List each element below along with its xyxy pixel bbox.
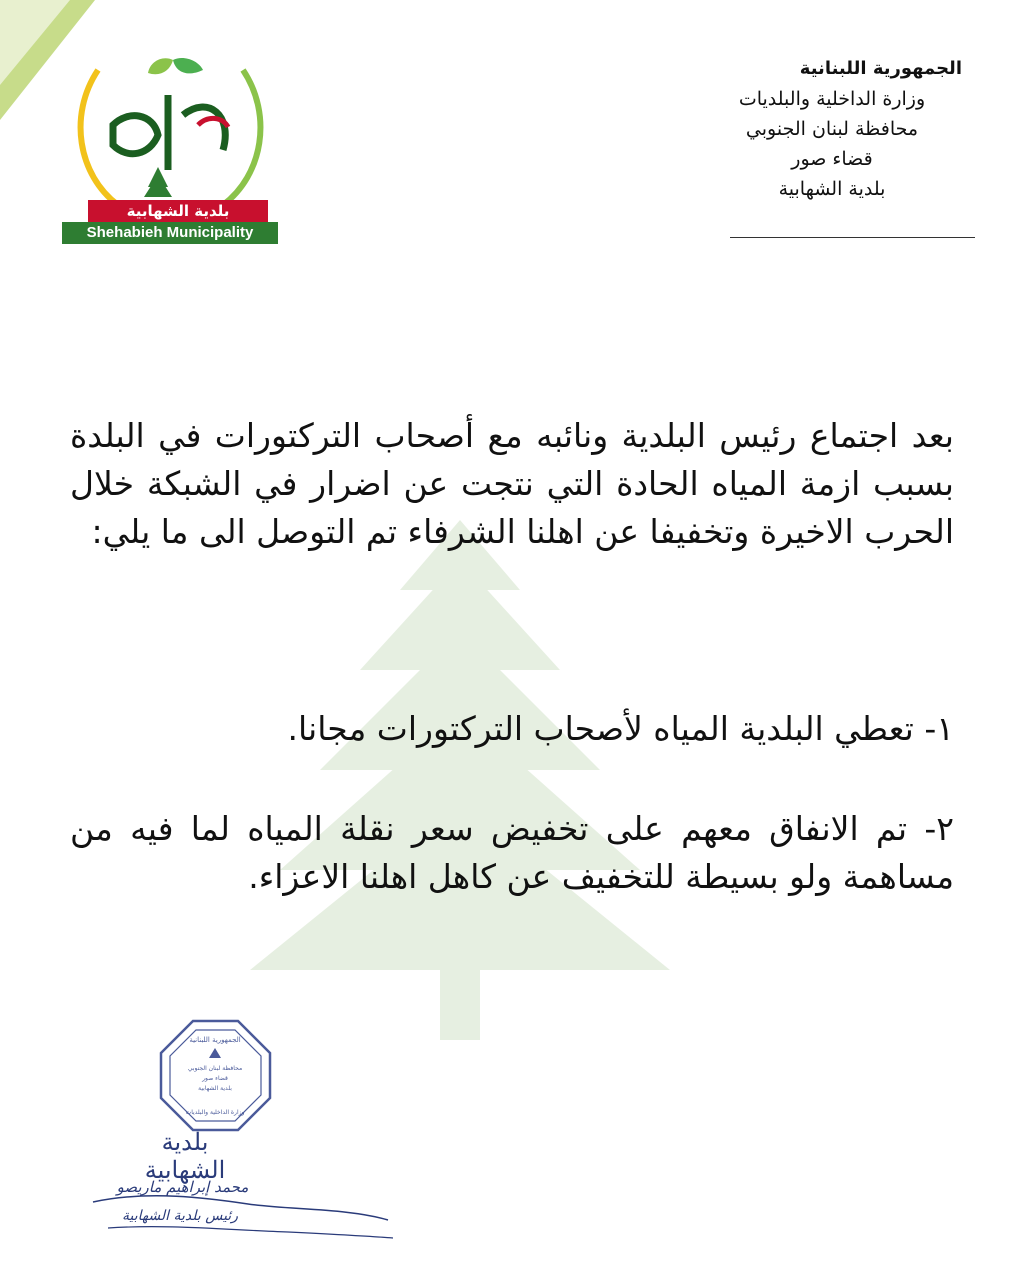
header-district: قضاء صور xyxy=(791,148,873,170)
official-stamp xyxy=(158,1018,273,1133)
stamp-outer-text: الجمهورية اللبنانية xyxy=(189,1036,241,1044)
stamp-line-1: محافظة لبنان الجنوبي xyxy=(187,1065,243,1072)
stamp-line-2: قضاء صور xyxy=(202,1075,228,1082)
signature-title: بلدية الشهابية xyxy=(144,1128,226,1184)
header-divider xyxy=(730,237,975,238)
stamp-bottom-text: وزارة الداخلية والبلديات xyxy=(185,1109,245,1116)
announcement-paragraph: بعد اجتماع رئيس البلدية ونائبه مع أصحاب التركتورات في البلدة بسبب ازمة المياه الحادة التي نتجت عن اضرار في الشبكة خلال الحرب الاخيرة وتخفيفا عن اهلنا الشرفاء تم التوصل الى ما يلي: xyxy=(70,416,954,551)
letterhead xyxy=(702,54,962,204)
announcement-item-1: ١- تعطي البلدية المياه لأصحاب التركتورات مجانا. xyxy=(287,709,954,748)
logo-arabic-name: بلدية الشهابية xyxy=(88,200,268,222)
announcement-item-2: ٢- تم الانفاق معهم على تخفيض سعر نقلة المياه لما فيه من مساهمة ولو بسيطة للتخفيف عن كاهل اهلنا الاعزاء. xyxy=(70,809,954,896)
signature-name: محمد إبراهيم ماريصو xyxy=(116,1178,249,1196)
header-ministry: وزارة الداخلية والبلديات xyxy=(738,88,926,110)
header-municipality: بلدية الشهابية xyxy=(778,178,886,200)
header-governorate: محافظة لبنان الجنوبي xyxy=(745,118,919,140)
stamp-line-3: بلدية الشهابية xyxy=(198,1085,232,1092)
cedar-watermark-icon xyxy=(250,520,670,1040)
logo-english-name: Shehabieh Municipality xyxy=(62,222,278,244)
header-republic: الجمهورية اللبنانية xyxy=(799,58,962,79)
signature-role: رئيس بلدية الشهابية xyxy=(122,1208,238,1224)
